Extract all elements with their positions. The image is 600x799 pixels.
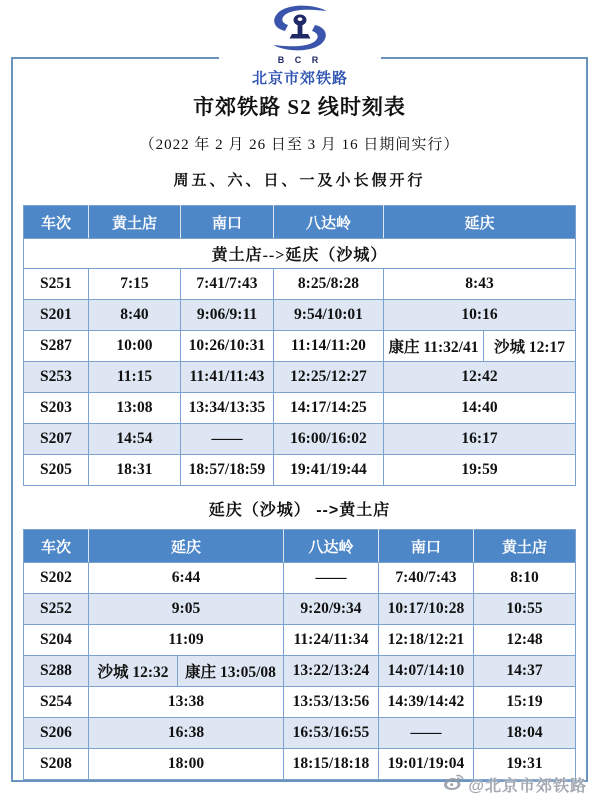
cell-time-dash: —— [284,563,379,594]
cell-time: 18:00 [88,749,283,780]
table-row [23,687,575,718]
cell-time: 16:53/16:55 [284,718,379,749]
cell-time: 18:31 [88,455,180,486]
cell-time: 15:19 [474,687,576,718]
cell-time: 8:40 [88,300,180,331]
cell-time: 6:44 [88,563,283,594]
weibo-watermark [443,773,587,796]
col-header-nankou: 南口 [379,530,474,563]
cell-time: 9:54/10:01 [273,300,383,331]
cell-time: 8:10 [474,563,576,594]
bcr-logo-name: 北京市郊铁路 [251,70,348,87]
cell-train: S204 [23,625,88,656]
cell-time: 7:15 [88,269,180,300]
table-row [23,331,575,362]
cell-train: S253 [23,362,88,393]
section-title-row [23,239,575,269]
table-row [23,563,575,594]
cell-time: 7:41/7:43 [180,269,273,300]
cell-train: S287 [23,331,88,362]
cell-time: 8:25/8:28 [273,269,383,300]
bcr-logo-icon [267,39,333,56]
cell-time: 9:05 [88,594,283,625]
table-row [23,625,575,656]
cell-train: S207 [23,424,88,455]
weibo-handle: @北京市郊铁路 [468,778,587,795]
cell-time: 11:14/11:20 [273,331,383,362]
col-header-badaling: 八达岭 [284,530,379,563]
cell-time: 12:25/12:27 [273,362,383,393]
table-row [23,393,575,424]
cell-train: S205 [23,455,88,486]
cell-train: S201 [23,300,88,331]
cell-time: 9:20/9:34 [284,594,379,625]
weibo-icon [443,773,465,796]
cell-train: S208 [23,749,88,780]
cell-time: 19:59 [383,455,575,486]
col-header-nankou: 南口 [180,206,273,239]
cell-time: 19:31 [474,749,576,780]
cell-time: 12:48 [474,625,576,656]
cell-time: 10:00 [88,331,180,362]
col-header-badaling: 八达岭 [273,206,383,239]
cell-train: S288 [23,656,88,687]
cell-time: 18:04 [474,718,576,749]
table-header [23,206,575,239]
cell-time: 18:15/18:18 [284,749,379,780]
cell-train: S252 [23,594,88,625]
cell-time: 11:24/11:34 [284,625,379,656]
timetable-outbound [23,205,576,486]
cell-time: 7:40/7:43 [379,563,474,594]
cell-time: 9:06/9:11 [180,300,273,331]
cell-train: S254 [23,687,88,718]
cell-time: 19:01/19:04 [379,749,474,780]
cell-time: 12:42 [383,362,575,393]
cell-time: 14:37 [474,656,576,687]
cell-time: 10:17/10:28 [379,594,474,625]
cell-time: 13:08 [88,393,180,424]
cell-time: 18:57/18:59 [180,455,273,486]
cell-time: 16:00/16:02 [273,424,383,455]
cell-time-dash: —— [379,718,474,749]
cell-train: S203 [23,393,88,424]
cell-time: 16:17 [383,424,575,455]
cell-time: 11:41/11:43 [180,362,273,393]
bcr-logo-abbr: B C R [277,55,323,65]
cell-time: 13:34/13:35 [180,393,273,424]
operating-days: 周五、六、日、一及小长假开行 [173,172,426,189]
poster-frame [11,57,588,782]
cell-time: 19:41/19:44 [273,455,383,486]
cell-time: 13:22/13:24 [284,656,379,687]
cell-time: 13:38 [88,687,283,718]
table-row [23,455,575,486]
cell-time: 14:54 [88,424,180,455]
cell-time: 10:16 [383,300,575,331]
table-row [23,656,575,687]
cell-time: 10:55 [474,594,576,625]
col-header-yanqing: 延庆 [88,530,283,563]
cell-time-kangzhuang: 康庄 11:32/41 [383,331,483,362]
cell-time: 10:26/10:31 [180,331,273,362]
cell-time: 14:39/14:42 [379,687,474,718]
cell-train: S202 [23,563,88,594]
col-header-train: 车次 [23,206,88,239]
cell-time-dash: —— [180,424,273,455]
cell-time: 14:40 [383,393,575,424]
table-row [23,718,575,749]
page-subtitle: （2022 年 2 月 26 日至 3 月 16 日期间实行） [139,137,460,153]
col-header-yanqing: 延庆 [383,206,575,239]
cell-time-shacheng: 沙城 12:17 [483,331,575,362]
cell-time: 11:15 [88,362,180,393]
cell-time: 14:17/14:25 [273,393,383,424]
cell-time: 16:38 [88,718,283,749]
col-header-huangtudian: 黄土店 [474,530,576,563]
cell-time: 13:53/13:56 [284,687,379,718]
section-title-outbound: 黄土店-->延庆（沙城） [23,239,575,269]
table-row [23,300,575,331]
cell-train: S251 [23,269,88,300]
table-row [23,269,575,300]
table-row [23,594,575,625]
cell-time-shacheng: 沙城 12:32 [88,656,177,687]
bcr-logo [219,4,381,88]
timetable-inbound [23,529,576,780]
cell-time: 11:09 [88,625,283,656]
table-header [23,530,575,563]
section-title-inbound: 延庆（沙城） -->黄土店 [208,502,391,519]
col-header-train: 车次 [23,530,88,563]
col-header-huangtudian: 黄土店 [88,206,180,239]
page-title: 市郊铁路 S2 线时刻表 [193,95,406,119]
cell-time: 12:18/12:21 [379,625,474,656]
cell-time: 14:07/14:10 [379,656,474,687]
cell-train: S206 [23,718,88,749]
table-row [23,362,575,393]
table-row [23,424,575,455]
cell-time-kangzhuang: 康庄 13:05/08 [177,656,283,687]
cell-time: 8:43 [383,269,575,300]
